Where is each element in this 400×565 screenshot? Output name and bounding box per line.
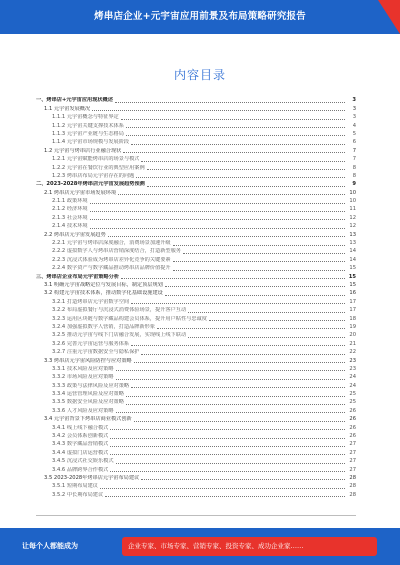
toc-leader-dots [165,295,345,296]
toc-page-number: 12 [349,214,356,221]
toc-entry[interactable] [36,390,356,398]
toc-entry-title: 3.4.5 沉浸式社交娱乐模式 [52,458,114,465]
toc-entry-title: 3.4.2 会员体系创新模式 [52,433,109,440]
toc-entry-title: 3.4 元宇宙背景下烤串店商业模式创新 [44,416,132,423]
toc-entry-title: 3.2.6 完善元宇宙运营与服务体系 [52,340,130,347]
toc-entry[interactable] [36,239,356,247]
toc-leader-dots [131,303,345,304]
toc-entry[interactable] [36,465,356,473]
toc-entry[interactable] [36,482,356,490]
toc-leader-dots [126,127,345,128]
toc-entry[interactable] [36,398,356,406]
toc-entry[interactable] [36,272,356,280]
toc-page-number: 17 [349,298,356,305]
toc-entry[interactable] [36,306,356,314]
toc-entry[interactable] [36,264,356,272]
toc-leader-dots [115,102,345,103]
toc-leader-dots [110,429,345,430]
header-corner-accent [378,0,400,34]
toc-entry-title: 三、烤串店企业布局元宇宙策略分析 [36,273,120,280]
toc-page-number: 15 [349,281,356,288]
toc-page-number: 15 [349,265,356,272]
toc-page-number: 23 [349,365,356,372]
toc-leader-dots [90,219,345,220]
toc-entry-title: 2.1.1 政策环境 [52,198,88,205]
toc-entry[interactable] [36,96,356,104]
toc-page-number: 16 [349,290,356,297]
toc-entry-title: 1.2.3 烤串店布局元宇宙存在的问题 [52,172,135,179]
toc-page-number: 22 [349,349,356,356]
toc-leader-dots [147,186,345,187]
toc-leader-dots [110,471,345,472]
toc-entry-title: 1.1.4 元宇宙市场规模与发展阶段 [52,139,130,146]
toc-entry-title: 3.1 明确元宇宙战略定位与发展目标，制定顶层规划 [44,281,163,288]
toc-leader-dots [131,387,345,388]
toc-leader-dots [183,253,345,254]
toc-leader-dots [147,169,345,170]
toc-entry-title: 3.3 烤串店元宇宙风险防控与应对策略 [44,357,132,364]
toc-entry[interactable] [36,314,356,322]
toc-leader-dots [118,194,345,195]
toc-entry[interactable] [36,356,356,364]
toc-page-number: 10 [349,198,356,205]
toc-leader-dots [123,152,345,153]
toc-entry-title: 2.2.3 沉浸式体验成为烤串店差异化竞争的关键要素 [52,256,171,263]
toc-page-number: 5 [352,130,356,137]
toc-entry[interactable] [36,448,356,456]
toc-entry-title: 3.3.4 运营管理风险及应对策略 [52,391,124,398]
toc-entry[interactable] [36,255,356,263]
toc-entry-title: 3.2.4 加强虚拟数字人营销，打造品牌新形象 [52,323,156,330]
toc-leader-dots [121,119,345,120]
toc-page-number: 20 [349,332,356,339]
toc-leader-dots [131,144,345,145]
toc-entry-title: 3.3.2 市场风险及应对策略 [52,374,114,381]
toc-leader-dots [110,446,345,447]
toc-entry-title: 1.1.1 元宇宙概念与特征界定 [52,114,119,121]
toc-entry[interactable] [36,197,356,205]
toc-entry[interactable] [36,415,356,423]
toc-leader-dots [141,161,345,162]
toc-leader-dots [173,245,345,246]
toc-leader-dots [108,236,345,237]
toc-entry-title: 一、烤串店+元宇宙应用现状概述 [36,97,113,104]
toc-entry[interactable] [36,247,356,255]
toc-entry-title: 3.4.3 数字藏品营销模式 [52,441,109,448]
toc-entry-title: 2.1.4 技术环境 [52,223,88,230]
toc-leader-dots [188,312,345,313]
toc-leader-dots [90,203,345,204]
toc-leader-dots [110,454,345,455]
footer-banner [0,528,400,565]
footer-slogan: 让每个人都能成为 [22,542,78,550]
toc-entry-title: 3.2.1 打造烤串店元宇宙数字空间 [52,298,130,305]
toc-entry[interactable] [36,130,356,138]
toc-page-number: 14 [349,256,356,263]
toc-leader-dots [90,228,345,229]
toc-entry-title: 1.1 元宇宙发展概况 [44,105,91,112]
toc-leader-dots [141,354,345,355]
toc-leader-dots [131,345,345,346]
toc-entry[interactable] [36,121,356,129]
toc-leader-dots [173,270,345,271]
toc-leader-dots [165,286,345,287]
toc-page-number: 25 [349,391,356,398]
toc-page-number: 9 [352,181,356,188]
toc-leader-dots [141,479,345,480]
toc-entry-title: 3.2.7 注重元宇宙数据安全与隐私保护 [52,349,140,356]
toc-entry-title: 3.5.2 中长期布局建议 [52,491,104,498]
toc-entry[interactable] [36,440,356,448]
toc-entry-title: 3.2.2 布局虚拟餐厅与沉浸式消费体验场景，提升客户互动 [52,307,187,314]
toc-page-number: 18 [349,315,356,322]
toc-leader-dots [121,278,345,279]
toc-entry-title: 3.2 构建元宇宙技术体系，推动数字化基础设施建设 [44,290,163,297]
toc-entry-title: 3.2.5 推动元宇宙与线下门店融合发展，实现线上线下联动 [52,332,187,339]
toc-entry[interactable] [36,230,356,238]
toc-leader-dots [105,496,345,497]
toc-page-number: 19 [349,323,356,330]
toc-entry-title: 1.2.1 元宇宙赋能烤串店的场景与模式 [52,156,140,163]
toc-page-number: 25 [349,399,356,406]
toc-leader-dots [116,379,345,380]
toc-entry-title: 3.2.3 运用区块链与数字藏品构建会员体系，提升用户粘性与忠诚度 [52,315,207,322]
toc-entry-title: 3.3.1 技术风险及应对策略 [52,365,114,372]
divider [36,515,356,516]
toc-page-number: 7 [352,147,356,154]
toc-leader-dots [100,488,345,489]
toc-page-number: 17 [349,307,356,314]
toc-entry[interactable] [36,474,356,482]
toc-entry-title: 2.1.3 社会环境 [52,214,88,221]
toc-leader-dots [157,328,345,329]
toc-page-number: 11 [349,206,356,213]
toc-page-number: 27 [349,466,356,473]
toc-leader-dots [110,438,345,439]
toc-entry-title: 2.1 烤串店元宇宙市场发展环境 [44,189,117,196]
toc-page-number: 26 [349,424,356,431]
table-of-contents [36,96,356,508]
toc-entry-title: 1.1.2 元宇宙关键支撑技术体系 [52,122,124,129]
toc-heading: 内容目录 [173,68,226,82]
toc-page-number: 28 [349,474,356,481]
toc-entry-title: 2.1.2 经济环境 [52,206,88,213]
toc-page-number: 13 [349,240,356,247]
report-header [0,0,400,34]
toc-page-number: 12 [349,223,356,230]
toc-entry[interactable] [36,281,356,289]
toc-entry-title: 2.2.2 虚拟数字人与烤串店营销深度结合，打造新型服务 [52,248,181,255]
toc-leader-dots [126,404,345,405]
toc-entry-title: 二、2023-2028年烤串店元宇宙发展趋势预测 [36,181,145,188]
toc-page-number: 6 [352,139,356,146]
toc-page-number: 4 [352,122,356,129]
toc-entry[interactable] [36,490,356,498]
toc-page-number: 26 [349,416,356,423]
toc-page-number: 21 [349,340,356,347]
toc-page-number: 15 [348,273,356,280]
toc-page-number: 8 [352,164,356,171]
toc-page-number: 3 [352,105,356,112]
toc-page-number: 13 [349,231,356,238]
toc-entry[interactable] [36,213,356,221]
toc-page-number: 7 [352,156,356,163]
toc-page-number: 28 [349,491,356,498]
toc-page-number: 28 [349,483,356,490]
toc-entry-title: 3.5.1 短期布局建议 [52,483,98,490]
toc-page-number: 26 [349,433,356,440]
toc-entry-title: 3.3.6 人才风险及应对策略 [52,407,114,414]
toc-entry[interactable] [36,155,356,163]
toc-entry[interactable] [36,297,356,305]
toc-leader-dots [136,177,345,178]
toc-entry-title: 2.2.1 元宇宙与烤串店深度融合，消费场景加速升级 [52,240,171,247]
toc-entry[interactable] [36,365,356,373]
toc-entry[interactable] [36,373,356,381]
toc-entry-title: 2.2 烤串店元宇宙发展趋势 [44,231,106,238]
toc-entry[interactable] [36,205,356,213]
toc-entry[interactable] [36,331,356,339]
toc-page-number: 10 [349,189,356,196]
report-title: 烤串店企业+元宇宙应用前景及布局策略研究报告 [94,11,306,22]
toc-entry-title: 3.3.3 政策与法律风险及应对策略 [52,382,130,389]
toc-entry[interactable] [36,348,356,356]
toc-entry[interactable] [36,222,356,230]
toc-entry[interactable] [36,113,356,121]
toc-entry[interactable] [36,323,356,331]
toc-page-number: 27 [349,458,356,465]
toc-leader-dots [126,396,345,397]
toc-entry[interactable] [36,289,356,297]
toc-entry[interactable] [36,406,356,414]
toc-page-number: 26 [349,407,356,414]
toc-page-number: 24 [349,382,356,389]
toc-page-number: 14 [349,248,356,255]
toc-entry[interactable] [36,339,356,347]
toc-entry-title: 3.5 2023-2028年烤串店元宇宙布局建议 [44,474,140,481]
toc-entry[interactable] [36,172,356,180]
toc-entry-title: 3.4.4 虚拟门店运营模式 [52,449,109,456]
footer-services: 企业专家、市场专家、营销专家、投资专家、成功企业家…… [128,542,304,550]
toc-leader-dots [92,110,345,111]
toc-entry[interactable] [36,457,356,465]
toc-entry[interactable] [36,432,356,440]
toc-entry[interactable] [36,180,356,188]
toc-leader-dots [90,211,345,212]
toc-entry[interactable] [36,423,356,431]
toc-leader-dots [116,412,345,413]
toc-leader-dots [116,463,345,464]
toc-entry-title: 3.4.6 品牌跨界合作模式 [52,466,109,473]
toc-entry[interactable] [36,138,356,146]
toc-leader-dots [126,135,345,136]
toc-leader-dots [134,421,345,422]
toc-entry[interactable] [36,146,356,154]
toc-entry-title: 2.2.4 数字资产与数字藏品推动烤串店品牌价值提升 [52,265,171,272]
toc-leader-dots [188,337,345,338]
toc-leader-dots [209,320,345,321]
toc-entry-title: 1.2 元宇宙与烤串店行业融合现状 [44,147,122,154]
toc-entry-title: 3.4.1 线上线下融合模式 [52,424,109,431]
toc-entry[interactable] [36,381,356,389]
toc-page-number: 23 [349,357,356,364]
toc-leader-dots [116,370,345,371]
toc-page-number: 27 [349,449,356,456]
toc-entry[interactable] [36,104,356,112]
toc-entry-title: 1.2.2 元宇宙在餐饮行业的典型应用案例 [52,164,145,171]
toc-entry[interactable] [36,163,356,171]
toc-page-number: 8 [352,172,356,179]
toc-page-number: 3 [352,97,356,104]
toc-entry[interactable] [36,188,356,196]
toc-page-number: 27 [349,441,356,448]
toc-leader-dots [134,362,345,363]
toc-leader-dots [173,261,345,262]
toc-page-number: 24 [349,374,356,381]
toc-entry-title: 3.3.5 数据安全风险及应对策略 [52,399,124,406]
toc-page-number: 3 [352,114,356,121]
toc-entry-title: 1.1.3 元宇宙产业链与生态格局 [52,130,124,137]
